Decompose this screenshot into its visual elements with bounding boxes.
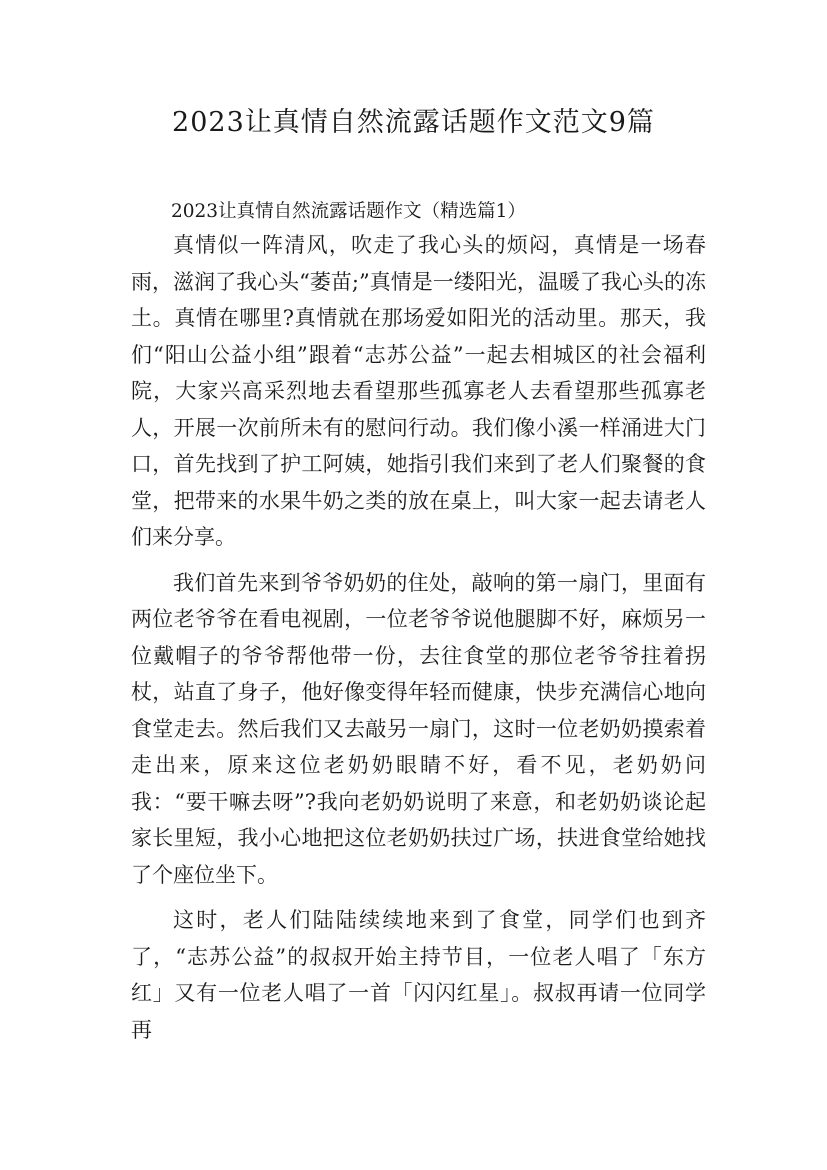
- paragraph-2: 我们首先来到爷爷奶奶的住处，敲响的第一扇门，里面有两位老爷爷在看电视剧，一位老爷爷说他腿脚不好，麻烦另一位戴帽子的爷爷帮他带一份，去往食堂的那位老爷爷拄着拐杖，站直了身子，他好像变得年轻而健康，快步充满信心地向食堂走去。然后我们又去敲另一扇门，这时一位老奶奶摸索着走出来，原来这位老奶奶眼睛不好，看不见，老奶奶问我：“要干嘛去呀”?我向老奶奶说明了来意，和老奶奶谈论起家长里短，我小心地把这位老奶奶扶过广场，扶进食堂给她找了个座位坐下。: [131, 570, 706, 887]
- document-body: [131, 196, 706, 1057]
- paragraph-1: 真情似一阵清风，吹走了我心头的烦闷，真情是一场春雨，滋润了我心头“萎苗;”真情是一缕阳光，温暖了我心头的冻土。真情在哪里?真情就在那场爱如阳光的活动里。那天，我们“阳山公益小组”跟着“志苏公益”一起去相城区的社会福利院，大家兴高采烈地去看望那些孤寡老人去看望那些孤寡老人，开展一次前所未有的慰问行动。我们像小溪一样涌进大门口，首先找到了护工阿姨，她指引我们来到了老人们聚餐的食堂，把带来的水果牛奶之类的放在桌上，叫大家一起去请老人们来分享。: [131, 233, 706, 549]
- section-subheading: 2023让真情自然流露话题作文（精选篇1）: [171, 201, 526, 222]
- document-title: 2023让真情自然流露话题作文范文9篇: [172, 107, 655, 138]
- paragraph-3: 这时，老人们陆陆续续地来到了食堂，同学们也到齐了，“志苏公益”的叔叔开始主持节目，一位老人唱了「东方红」又有一位老人唱了一首「闪闪红星」。叔叔再请一位同学再: [131, 908, 706, 1042]
